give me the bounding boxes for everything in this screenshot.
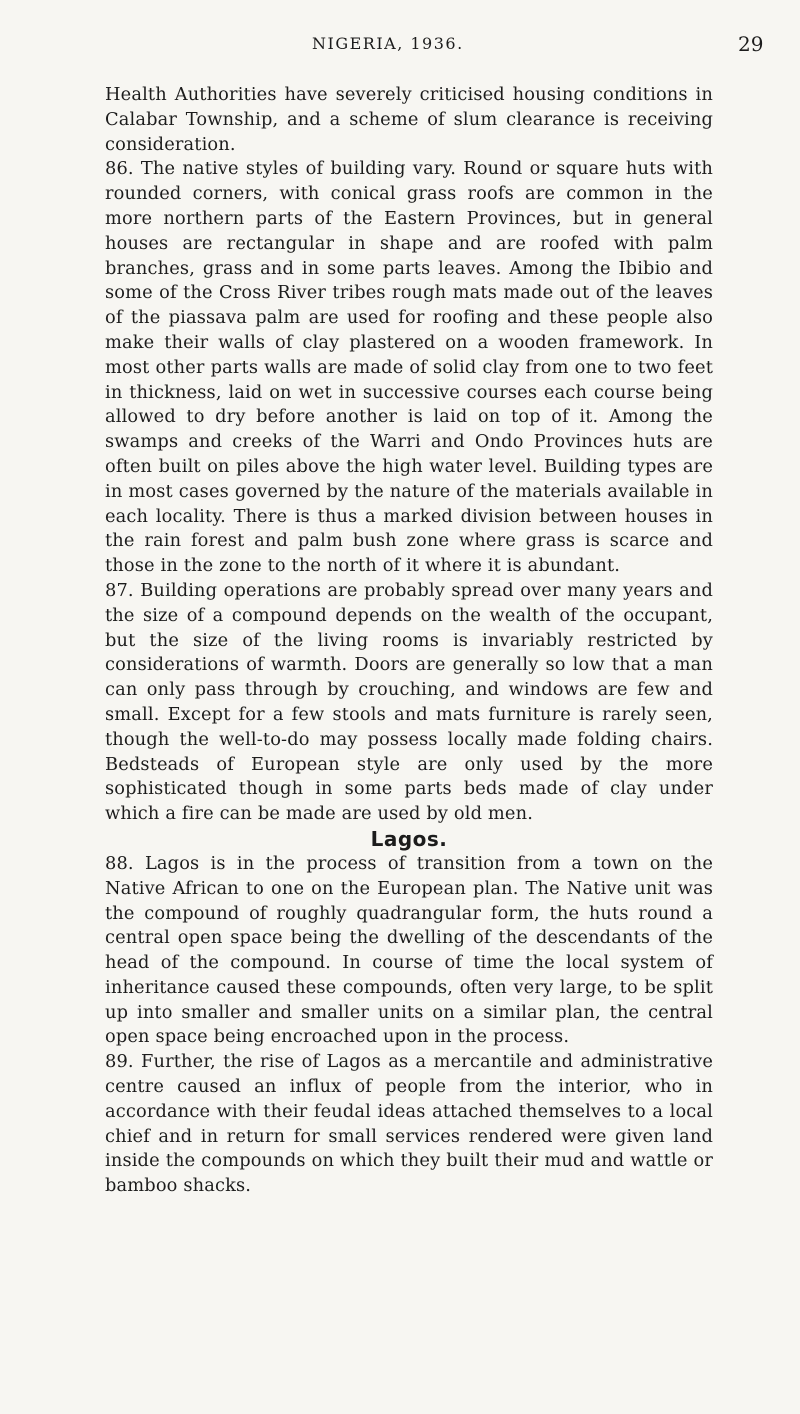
page-header [0,32,800,62]
paragraph-intro: Health Authorities have severely criticised housing conditions in Calabar Township, and a scheme of slum clearance is receiving consideration. [105,84,713,155]
body-text [105,83,713,1199]
paragraph-88: 88. Lagos is in the process of transition from a town on the Native African to one on the European plan. The Native unit was the compound of roughly quadrangular form, the huts round a central open space being the dwelling of the descendants of the head of the compound. In course of time the local system of inheritance caused these compounds, often very large, to be split up into smaller and smaller units on a similar plan, the central open space being encroached upon in the process. [105,852,713,1048]
section-heading-lagos: Lagos. [370,826,448,851]
page-number: 29 [738,32,764,56]
paragraph-89: 89. Further, the rise of Lagos as a mercantile and administrative centre caused an influx of people from the interior, who in accordance with their feudal ideas attached themselves to a local chief and in return for small services rendered were given land inside the compounds on which they built their mud and wattle or bamboo shacks. [105,1051,713,1197]
paragraph-87: 87. Building operations are probably spread over many years and the size of a compound depends on the wealth of the occupant, but the size of the living rooms is invariably restricted by considerations of warmth. Doors are generally so low that a man can only pass through by crouching, and windows are few and small. Except for a few stools and mats furniture is rarely seen, though the well-to-do may possess locally made folding chairs. Bedsteads of European style are only used by the more sophisticated though in some parts beds made of clay under which a fire can be made are used by old men. [105,579,713,825]
running-head: NIGERIA, 1936. [312,34,464,53]
paragraph-86: 86. The native styles of building vary. Round or square huts with rounded corners, with conical grass roofs are common in the more northern parts of the Eastern Provinces, but in general houses are rectangular in shape and are roofed with palm branches, grass and in some parts leaves. Among the Ibibio and some of the Cross River tribes rough mats made out of the leaves of the piassava palm are used for roofing and these people also make their walls of clay plastered on a wooden framework. In most other parts walls are made of solid clay from one to two feet in thickness, laid on wet in successive courses each course being allowed to dry before another is laid on top of it. Among the swamps and creeks of the Warri and Ondo Provinces huts are often built on piles above the high water level. Building types are in most cases governed by the nature of the materials available in each locality. There is thus a marked division between houses in the rain forest and palm bush zone where grass is scarce and those in the zone to the north of it where it is abundant. [105,158,713,577]
